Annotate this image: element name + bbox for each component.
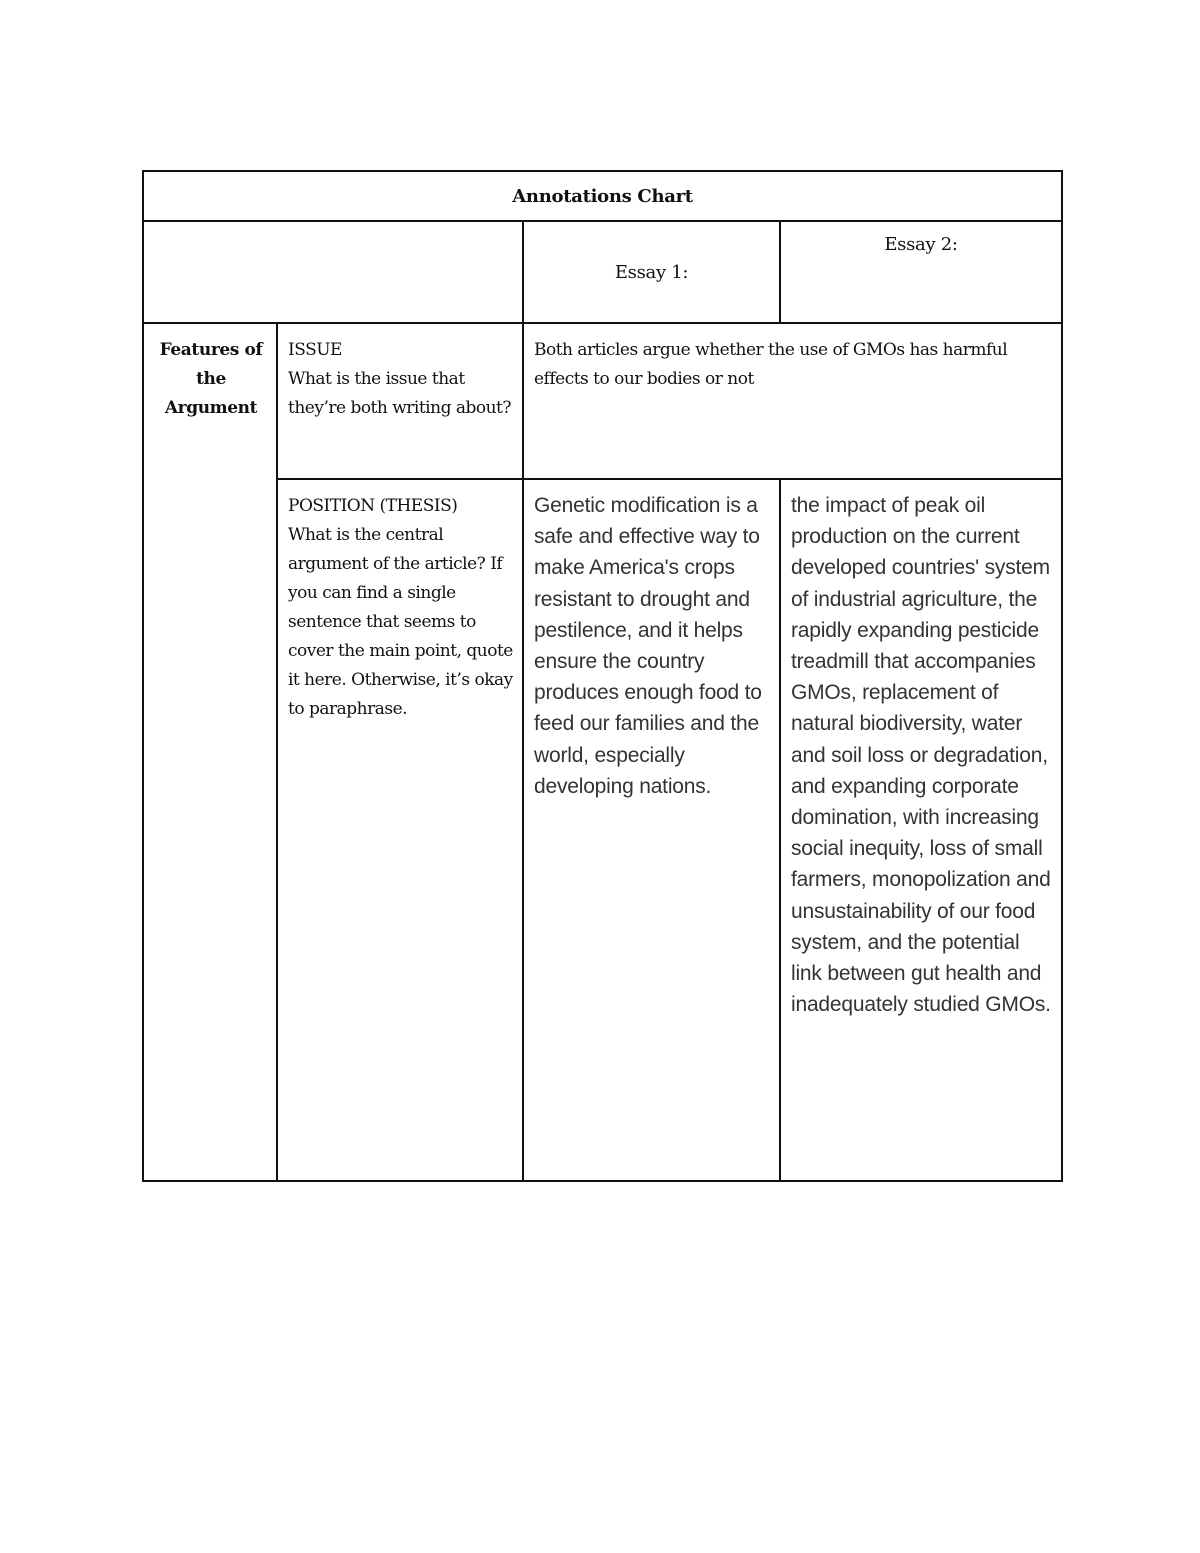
issue-prompt-text: What is the issue that they’re both writing about?: [288, 369, 512, 418]
essay2-thesis-cell: [780, 479, 1062, 1181]
features-label: Features of the Argument: [159, 340, 263, 418]
header-row: [143, 221, 1062, 323]
essay1-header: Essay 1:: [523, 221, 780, 323]
features-cell: [143, 323, 277, 1181]
thesis-row: [143, 479, 1062, 1181]
issue-answer: Both articles argue whether the use of GMOs has harmful effects to our bodies or not: [534, 340, 1008, 389]
essay1-thesis-cell: [523, 479, 780, 1181]
chart-title: Annotations Chart: [143, 171, 1062, 221]
essay2-header: Essay 2:: [884, 234, 958, 255]
header-blank-cell: [143, 221, 523, 323]
thesis-prompt-cell: [277, 479, 523, 1181]
thesis-prompt-text: What is the central argument of the article? If you can find a single sentence that seems to cover the main point, quote it here. Otherwise, it’s okay to paraphrase.: [288, 525, 513, 719]
annotations-chart-table: [142, 170, 1063, 1182]
title-row: [143, 171, 1062, 221]
issue-prompt-title: ISSUE: [288, 340, 342, 360]
essay1-thesis-answer: Genetic modification is a safe and effective way to make America's crops resistant to drought and pestilence, and it helps ensure the country produces enough food to feed our families and the world, especially developing nations.: [534, 494, 762, 798]
issue-prompt-cell: [277, 323, 523, 479]
essay2-thesis-answer: the impact of peak oil production on the current developed countries' system of industrial agriculture, the rapidly expanding pesticide treadmill that accompanies GMOs, replacement of natural biodiversity, water and soil loss or degradation, and expanding corporate domination, with increasing social inequity, loss of small farmers, monopolization and unsustainability of our food system, and the potential link between gut health and inadequately studied GMOs.: [791, 494, 1051, 1017]
issue-answer-cell: [523, 323, 1062, 479]
issue-row: [143, 323, 1062, 479]
thesis-prompt-title: POSITION (THESIS): [288, 496, 458, 516]
essay2-header-cell: [780, 221, 1062, 323]
